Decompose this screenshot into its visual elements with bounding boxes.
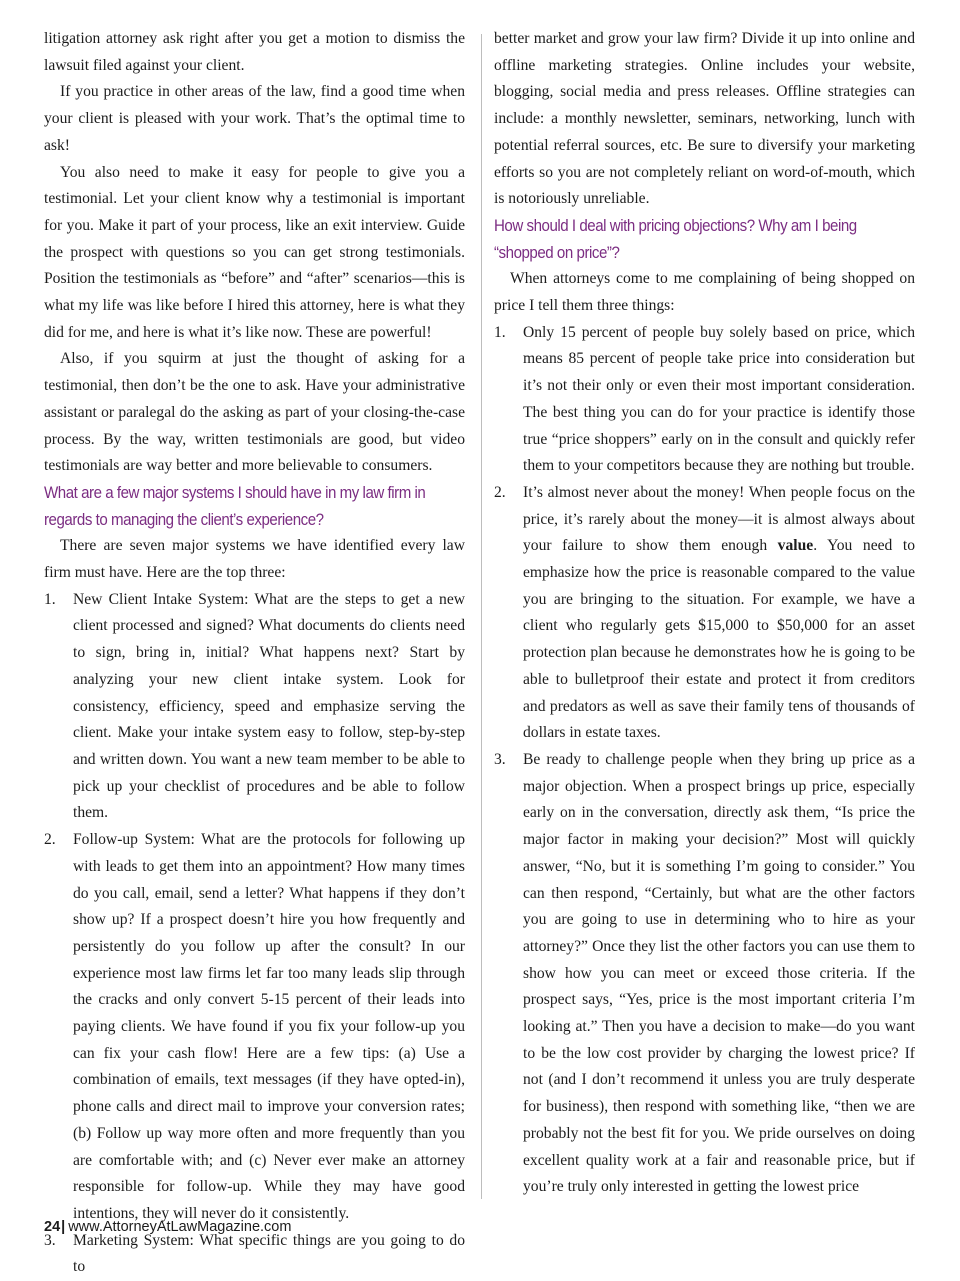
list-number: 1. bbox=[494, 323, 506, 341]
list-item bbox=[44, 587, 465, 827]
list-number: 2. bbox=[44, 831, 56, 849]
paragraph-other-areas: If you practice in other areas of the law, find a good time when your client is pleased with your work. That’s the optimal time to ask! bbox=[44, 83, 465, 154]
paragraph-marketing-continued: better market and grow your law firm? Divide it up into online and offline marketing strategies. Online includes your website, blogging, social media and press releases. Offline strategies can include: a monthly newsletter, seminars, networking, lunch with potential referral sources, etc. Be sure to diversify your marketing efforts so you are not completely reliant on word-of-mouth, which is notoriously unreliable. bbox=[494, 30, 915, 208]
heading-pricing-objections: How should I deal with pricing objections? Why am I being “shopped on price”? bbox=[494, 216, 857, 262]
list-item-text: Be ready to challenge people when they bring up price as a major objection. When a prospect brings up price, especially early on in the conversation, directly ask them, “Is price the major factor in making your decision?” Most will quickly answer, “No, but it is something I’m going to consider.” You can then respond, “Certainly, but what are the other factors you are going to use in determining who to hire as your attorney?” Once they list the other factors you can use them to show how you can meet or exceed those criteria. If the prospect says, “Yes, price is the most important criteria I’m looking at.” Then you have a decision to make—do you want to be the low cost provider by charging the lowest price? If not (and I don’t recommend it unless you are truly desperate for business), then respond with something like, “then we are probably not the best fit for you. We pride ourselves on doing excellent quality work at a fair and reasonable price, but if you’re truly only interested in getting the lowest price bbox=[523, 750, 915, 1196]
list-item-text-after: . You need to emphasize how the price is reasonable compared to the value you are bringing to the situation. For example, we have a client who regularly gets $15,000 to $50,000 for an asset protection plan because he demonstrates how he is going to be able to bulletproof their estate and protect it from creditors and predators as well as save their family tens of thousands of dollars in estate taxes. bbox=[523, 537, 916, 742]
list-number: 1. bbox=[44, 590, 56, 608]
paragraph-make-it-easy: You also need to make it easy for people to give you a testimonial. Let your client know why a testimonial is important for you. Make it part of your process, like an exit interview. Guide the prospect with questions so you can get strong testimonials. Position the testimonials as “before” and “after” scenarios—this is what my life was like before I hired this attorney, here is what they did for me, and here is what it’s like now. These are powerful! bbox=[44, 163, 465, 341]
list-item bbox=[44, 1228, 465, 1281]
page-footer bbox=[44, 1219, 291, 1235]
list-number: 2. bbox=[494, 483, 506, 501]
list-item bbox=[494, 320, 915, 480]
list-number: 3. bbox=[494, 750, 506, 768]
left-column bbox=[44, 26, 465, 1281]
paragraph-shopped-on-price: When attorneys come to me complaining of being shopped on price I tell them three things: bbox=[494, 270, 915, 315]
list-number: 3. bbox=[44, 1231, 56, 1249]
list-item bbox=[494, 480, 915, 747]
column-divider bbox=[481, 34, 482, 1199]
paragraph-squirm: Also, if you squirm at just the thought of asking for a testimonial, then don’t be the one to ask. Have your administrative assistant or paralegal do the asking as part of your closing-the-case process. By the way, written testimonials are good, but video testimonials are way better and more believable to consumers. bbox=[44, 350, 465, 475]
paragraph-seven-systems: There are seven major systems we have identified every law firm must have. Here are the top three: bbox=[44, 537, 465, 582]
list-item-text: Marketing System: What specific things are you going to do to bbox=[73, 1231, 465, 1276]
footer-separator: | bbox=[61, 1219, 66, 1235]
right-column bbox=[494, 26, 915, 1201]
list-item-text: Only 15 percent of people buy solely based on price, which means 85 percent of people take price into consideration but it’s not their only or even their most important consideration. The best thing you can do for your practice is identify those true “price shoppers” early on in the consult and quickly refer them to your competitors because they are nothing but trouble. bbox=[523, 323, 915, 475]
list-item bbox=[494, 747, 915, 1201]
emphasis-value: value bbox=[777, 537, 814, 555]
pricing-list bbox=[494, 320, 915, 1201]
heading-major-systems: What are a few major systems I should have in my law firm in regards to managing the client’s experience? bbox=[44, 483, 426, 529]
paragraph-litigation: litigation attorney ask right after you get a motion to dismiss the lawsuit filed against your client. bbox=[44, 30, 465, 74]
list-item-text: Follow-up System: What are the protocols for following up with leads to get them into an appointment? How many times do you call, email, send a letter? What happens if they don’t show up? If a prospect doesn’t hire you how frequently and persistently do you follow up after the consult? In our experience most law firms let far too many leads slip through the cracks and only convert 5-15 percent of their leads into paying clients. We have found if you fix your follow-up you can fix your cash flow! Here are a few tips: (a) Use a combination of emails, text messages (if they have opted-in), phone calls and direct mail to improve your conversion rates; (b) Follow up way more often and more frequently than you are comfortable with; and (c) Never ever make an attorney responsible for follow-up. While they may have good intentions, they will never do it consistently. bbox=[73, 831, 465, 1222]
systems-list bbox=[44, 587, 465, 1281]
list-item-text: New Client Intake System: What are the steps to get a new client processed and signed? What documents do clients need to sign, bring in, initial? What happens next? Start by analyzing your new client intake system. Look for consistency, efficiency, speed and emphasize serving the client. Make your intake system easy to follow, step-by-step and written down. You want a new team member to be able to pick up your checklist of procedures and be able to follow them. bbox=[73, 590, 465, 822]
page-number: 24 bbox=[44, 1219, 61, 1235]
footer-url[interactable]: www.AttorneyAtLawMagazine.com bbox=[68, 1219, 292, 1235]
list-item-text-before: It’s almost never about the money! When people focus on the price, it’s rarely about the money—it is almost always about your failure to show them enough bbox=[523, 483, 915, 555]
list-item bbox=[44, 827, 465, 1228]
